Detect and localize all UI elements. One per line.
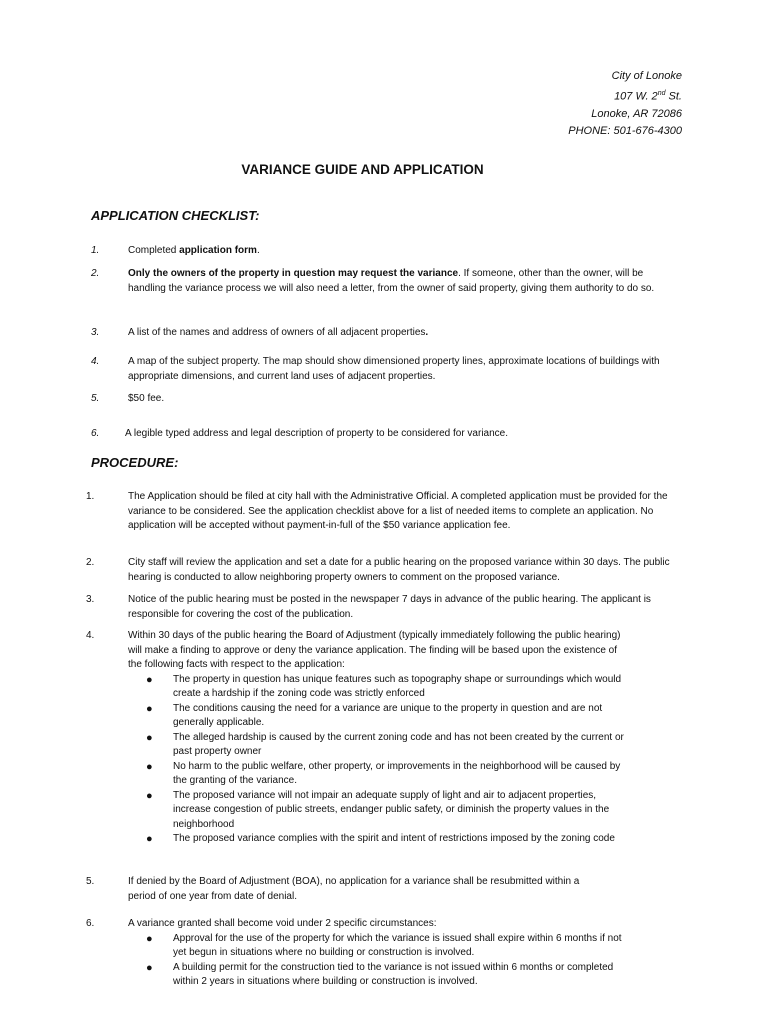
item-number: 5. (86, 876, 95, 887)
address-block (568, 68, 682, 140)
bullet-icon: ● (146, 731, 153, 744)
bullet-icon: ● (146, 789, 153, 802)
item-number: 2. (91, 268, 100, 279)
item-text: $50 fee. (128, 393, 165, 404)
item-text: City staff will review the application and set a date for a public hearing on the proposed variance within 30 days. The public hearing is conducted to allow neighboring property owners to comment on the proposed variance. (128, 557, 670, 583)
item-text: The Application should be filed at city hall with the Administrative Official. A completed application must be provided for the variance to be considered. See the application checklist above for a list of needed items to complete an application. No application will be accepted without payment-in-full of the $50 variance application fee. (128, 491, 668, 531)
city-name: City of Lonoke (611, 70, 682, 82)
item-text: If denied by the Board of Adjustment (BOA), no application for a variance shall be resubmitted within a period of one year from date of denial. (128, 876, 580, 902)
list-item: ● The proposed variance will not impair an adequate supply of light and air to adjacent properties, increase congestion of public streets, endanger public safety, or diminish the property values in the neighborhood (146, 789, 610, 830)
item-number: 6. (91, 428, 100, 439)
list-item: ● The proposed variance complies with the spirit and intent of restrictions imposed by the zoning code (146, 833, 615, 845)
criteria-list (128, 673, 676, 847)
item-number: 1. (86, 491, 95, 502)
list-item: ● The property in question has unique features such as topography shape or surroundings which would create a hardship if the zoning code was strictly enforced (146, 673, 622, 699)
list-item: ● The conditions causing the need for a variance are unique to the property in question and are not generally applicable. (146, 702, 603, 728)
list-item: ● A building permit for the construction tied to the variance is not issued within 6 months or completed within 2 years in situations where building or construction is involved. (146, 961, 614, 987)
item-text: A list of the names and address of owners of all adjacent properties. (128, 327, 429, 338)
item-text: Within 30 days of the public hearing the Board of Adjustment (typically immediately following the public hearing) will make a finding to approve or deny the variance application. The finding will be based upon the existence of the following facts with respect to the application: ● The property in question has unique features such as topography shape or surroundings which would create a hardship if the zoning code was strictly enforced ● The conditions causing the need for a variance are unique to the property in question and are not generally applicable. ● The alleged hardship is caused by the current zoning code and has not been created by the current or past property owner ● No harm to the public welfare, other property, or improvements in the neighborhood will be caused by the granting of the variance. ● The proposed variance will not impair an adequate supply of light and air to adjacent properties, increase congestion of public streets, endanger public safety, or diminish the property values in the neighborhood ● The proposed variance complies with the spirit and intent of restrictions imposed by the zoning code (128, 629, 676, 847)
bullet-icon: ● (146, 961, 153, 974)
city-state-zip: Lonoke, AR 72086 (591, 107, 682, 120)
checklist-heading: APPLICATION CHECKLIST: (91, 208, 260, 223)
item-number: 2. (86, 557, 95, 568)
item-text: A legible typed address and legal description of property to be considered for variance. (125, 428, 509, 439)
bullet-icon: ● (146, 932, 153, 945)
list-item: ● Approval for the use of the property for which the variance is issued shall expire within 6 months if not yet begun in situations where no building or construction is involved. (146, 932, 622, 958)
item-number: 3. (86, 594, 95, 605)
item-number: 4. (91, 356, 100, 367)
list-item: ● No harm to the public welfare, other property, or improvements in the neighborhood will be caused by the granting of the variance. (146, 760, 621, 786)
list-item: ● The alleged hardship is caused by the current zoning code and has not been created by the current or past property owner (146, 731, 624, 757)
bullet-icon: ● (146, 760, 153, 773)
item-text: Completed application form. (128, 245, 260, 256)
item-text: A map of the subject property. The map should show dimensioned property lines, approximate locations of buildings with appropriate dimensions, and current land uses of adjacent properties. (128, 356, 660, 382)
phone-number: PHONE: 501-676-4300 (568, 124, 682, 137)
procedure-heading: PROCEDURE: (91, 455, 179, 470)
item-number: 3. (91, 327, 100, 338)
bullet-icon: ● (146, 673, 153, 686)
item-number: 1. (91, 245, 100, 256)
bullet-icon: ● (146, 833, 153, 845)
street-address: 107 W. 2nd St. (614, 90, 682, 103)
item-number: 5. (91, 393, 100, 404)
item-number: 4. (86, 630, 95, 641)
item-number: 6. (86, 918, 95, 929)
item-text: Only the owners of the property in question may request the variance. If someone, other than the owner, will be handling the variance process we will also need a letter, from the owner of said property, giving them authority to do so. (128, 268, 655, 294)
document-title: VARIANCE GUIDE AND APPLICATION (241, 162, 484, 177)
bullet-icon: ● (146, 702, 153, 715)
item-text: Notice of the public hearing must be posted in the newspaper 7 days in advance of the public hearing. The applicant is responsible for covering the cost of the publication. (128, 594, 651, 620)
void-conditions-list (128, 932, 676, 990)
item-text: A variance granted shall become void under 2 specific circumstances: ● Approval for the use of the property for which the variance is issued shall expire within 6 months if not yet begun in situations where no building or construction is involved. ● A building permit for the construction tied to the variance is not issued within 6 months or completed within 2 years in situations where building or construction is involved. (128, 917, 676, 990)
